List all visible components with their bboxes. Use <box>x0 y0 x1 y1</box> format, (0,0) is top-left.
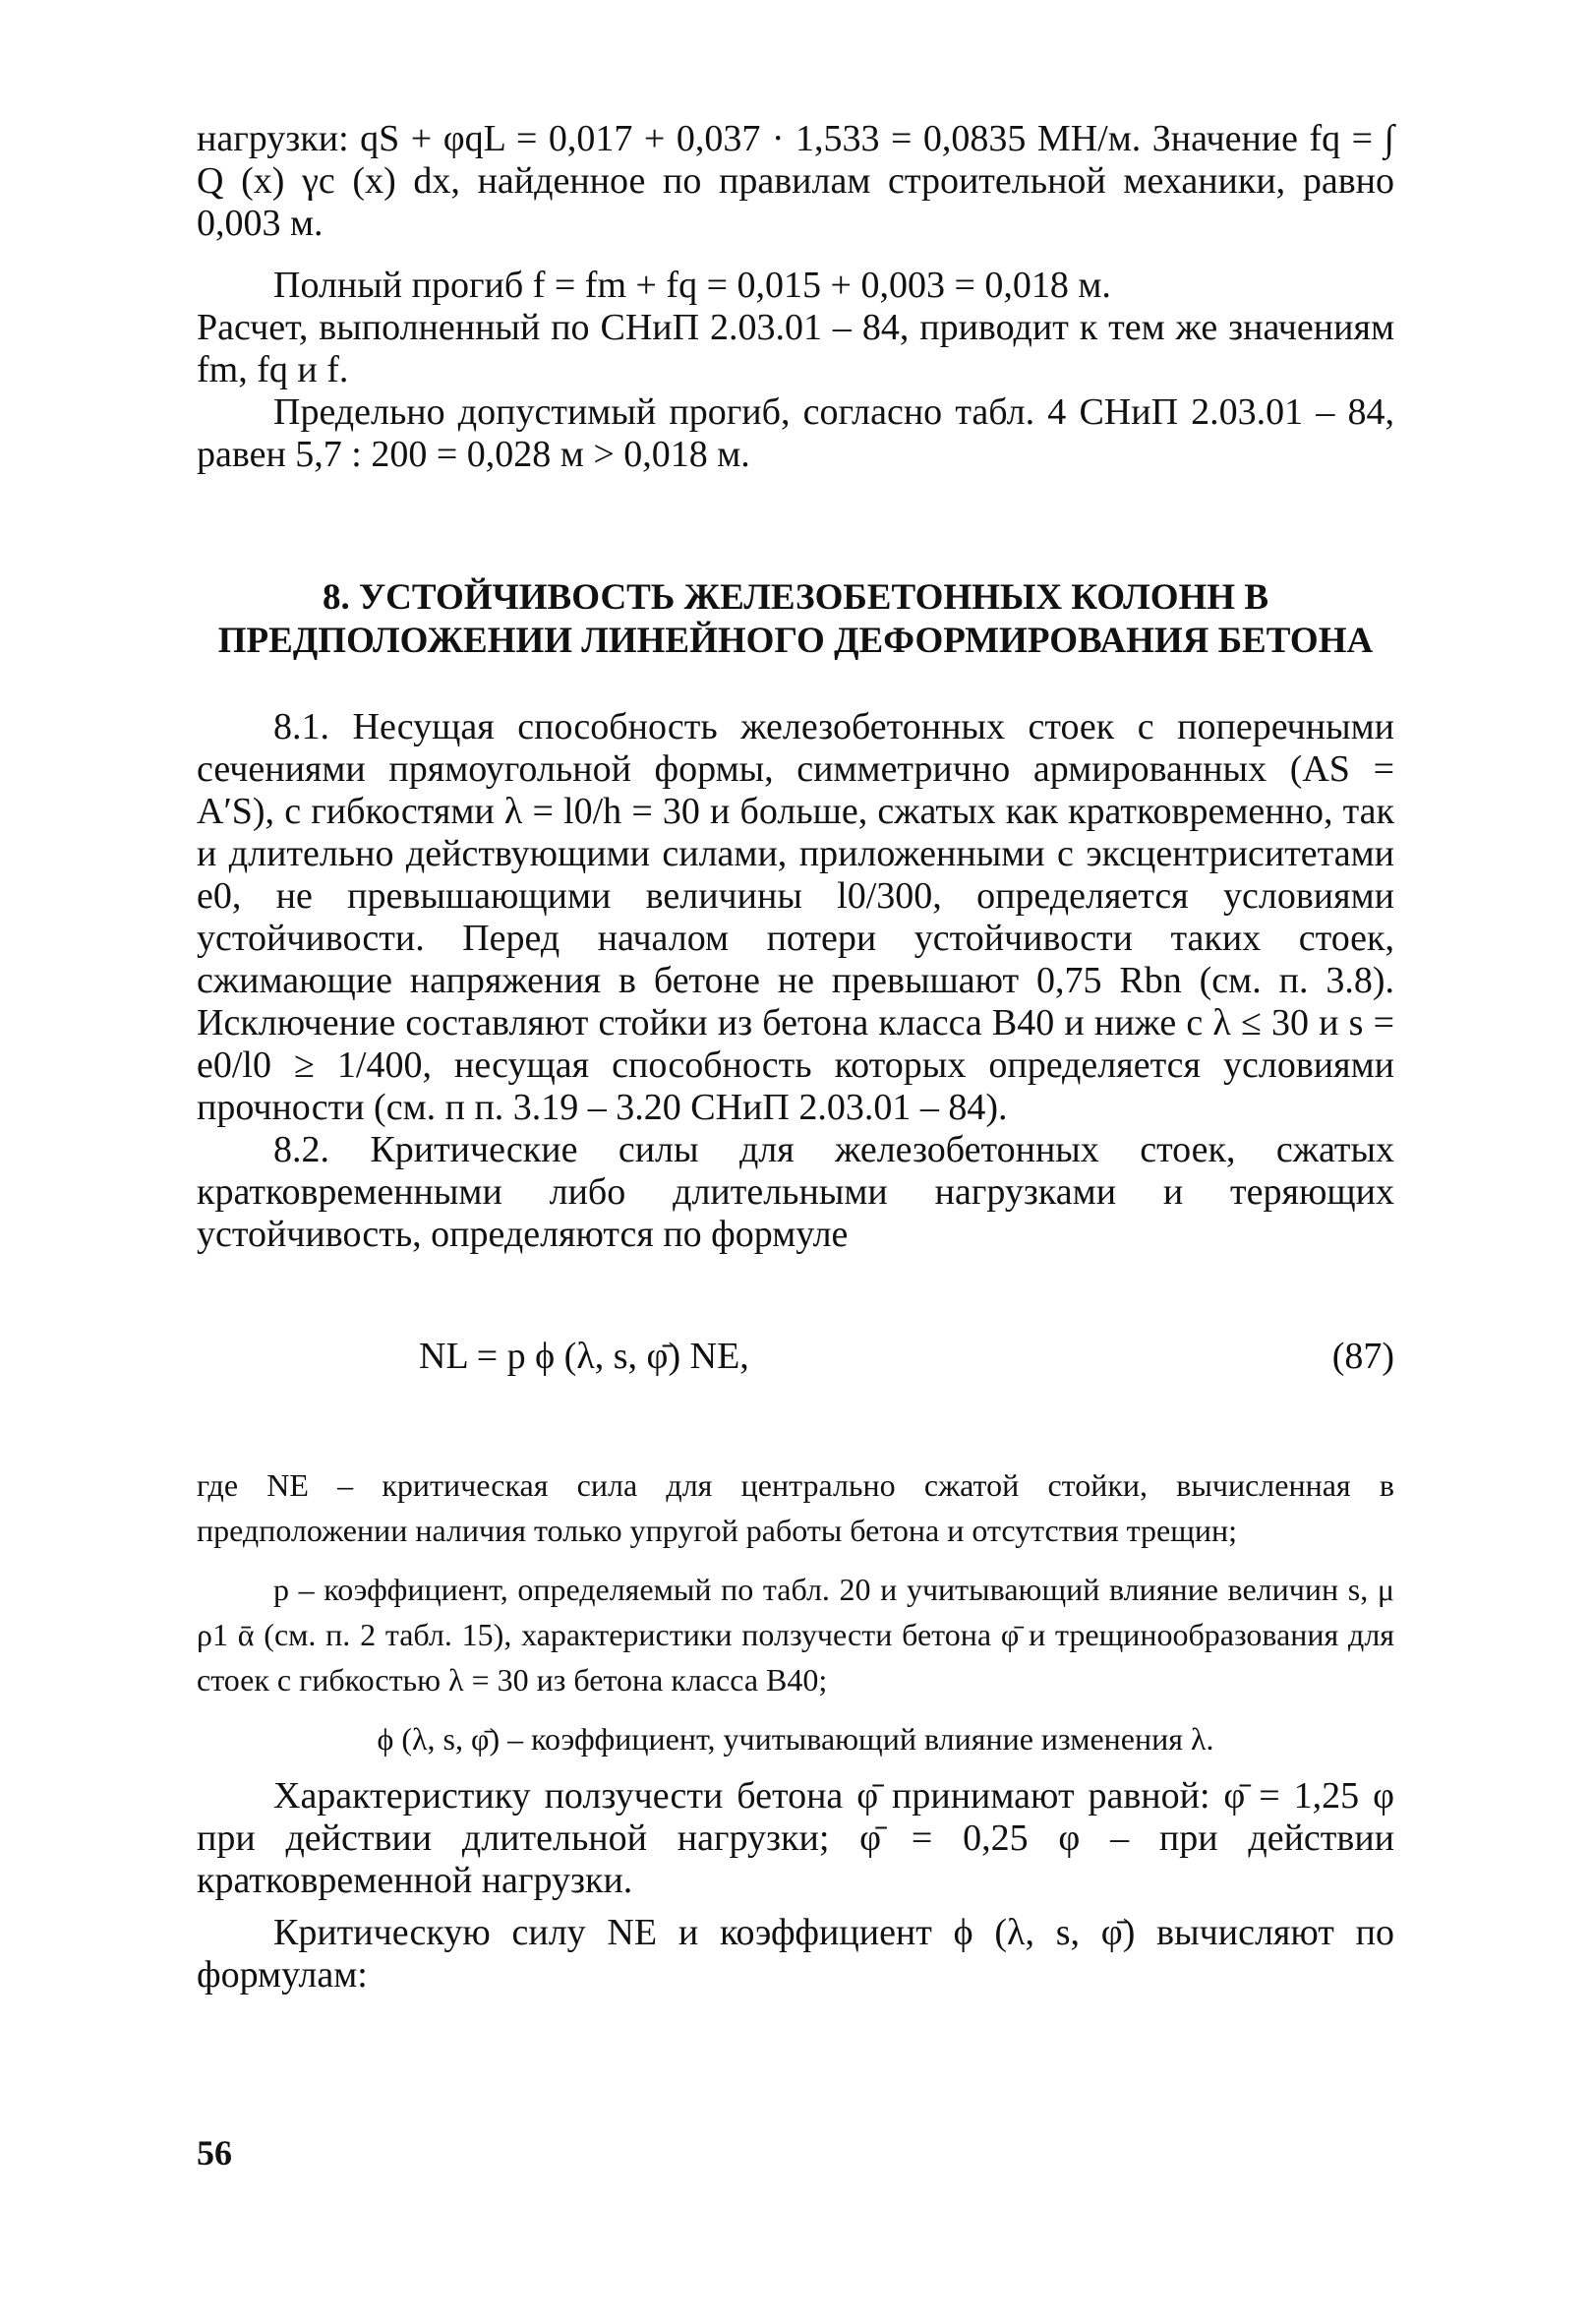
intro-paragraph-total-deflection: Полный прогиб f = fm + fq = 0,015 + 0,003 = 0,018 м. <box>273 265 1111 306</box>
definition-phi: ϕ (λ, s, φ̄) – коэффициент, учитывающий влияние изменения λ. <box>377 1721 1214 1757</box>
section-heading-line-1: 8. УСТОЙЧИВОСТЬ ЖЕЛЕЗОБЕТОННЫХ КОЛОНН В <box>322 577 1269 618</box>
symbol-definitions <box>197 1462 1394 1761</box>
definition-p: p – коэффициент, определяемый по табл. 20 и учитывающий влияние величин s, μ ρ1 ᾱ (см. п. 2 табл. 15), характеристики ползучести бетона φ̄ и трещинообразования для стоек с гибкостью λ = 30 из бетона класса В40; <box>197 1572 1394 1698</box>
formula-87 <box>197 1327 1394 1386</box>
paragraph-8-2: 8.2. Критические силы для железобетонных стоек, сжатых кратковременными либо длительными нагрузками и теряющих устойчивость, определяются по формуле <box>197 1129 1394 1255</box>
section-heading <box>197 576 1394 663</box>
section-heading-line-2: ПРЕДПОЛОЖЕНИИ ЛИНЕЙНОГО ДЕФОРМИРОВАНИЯ БЕТОНА <box>217 621 1374 661</box>
page-body <box>197 118 1394 1996</box>
definition-NE: где NE – критическая сила для центрально сжатой стойки, вычисленная в предположении наличия только упругой работы бетона и отсутствия трещин; <box>197 1467 1394 1548</box>
paragraph-critical-force: Критическую силу NE и коэффициент ϕ (λ, s, φ̄) вычисляют по формулам: <box>197 1912 1394 1996</box>
intro-paragraph-load: нагрузки: qS + φqL = 0,017 + 0,037 · 1,533 = 0,0835 МН/м. Значение fq = ∫ Q (x) γc (x) dx, найденное по правилам строительной механики, равно 0,003 м. <box>197 118 1394 244</box>
page-number: 56 <box>197 2133 232 2173</box>
intro-paragraph-snip-calc: Расчет, выполненный по СНиП 2.03.01 – 84, приводит к тем же значениям fm, fq и f. <box>197 307 1394 390</box>
formula-number: (87) <box>1331 1336 1394 1377</box>
formula-expression: NL = p ϕ (λ, s, φ̄) NE, <box>419 1336 749 1377</box>
intro-paragraph-limit-deflection: Предельно допустимый прогиб, согласно табл. 4 СНиП 2.03.01 – 84, равен 5,7 : 200 = 0,028 м > 0,018 м. <box>197 391 1394 475</box>
paragraph-creep-characteristic: Характеристику ползучести бетона φ̄ принимают равной: φ̄ = 1,25 φ при действии длительной нагрузки; φ̄ = 0,25 φ – при действии кратковременной нагрузки. <box>197 1775 1394 1901</box>
paragraph-8-1: 8.1. Несущая способность железобетонных стоек с поперечными сечениями прямоугольной формы, симметрично армированных (AS = A′S), с гибкостями λ = l0/h = 30 и больше, сжатых как кратковременно, так и длительно действующими силами, приложенными с эксцентриситетами e0, не превышающими величины l0/300, определяется условиями устойчивости. Перед началом потери устойчивости таких стоек, сжимающие напряжения в бетоне не превышают 0,75 Rbn (см. п. 3.8). Исключение составляют стойки из бетона класса В40 и ниже с λ ≤ 30 и s = e0/l0 ≥ 1/400, несущая способность которых определяется условиями прочности (см. п п. 3.19 – 3.20 СНиП 2.03.01 – 84). <box>197 706 1394 1128</box>
